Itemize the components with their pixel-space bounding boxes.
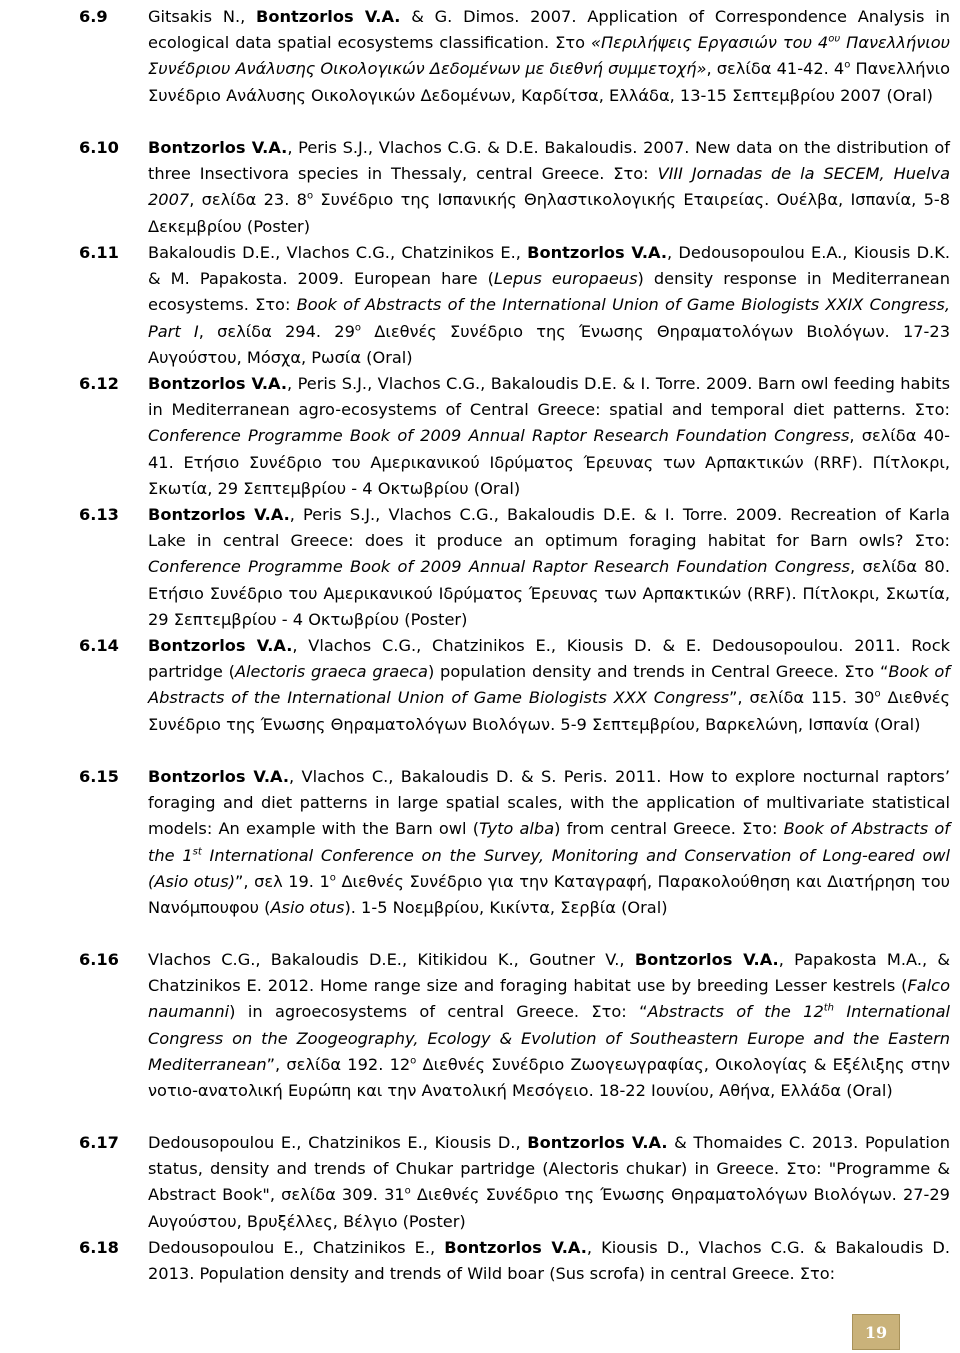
- text-run: Dedousopoulou E., Chatzinikos E.,: [148, 1238, 445, 1257]
- reference-number: 6.16: [79, 950, 119, 969]
- text-run: ”, σελίδα 192. 12: [266, 1054, 411, 1074]
- text-run: Πανελλήνιο Συνέδριο Ανάλυσης Οικολογικών Δεδομένων, Καρδίτσα, Ελλάδα, 13-15 Σεπτεμβρίου 2007 (Oral): [148, 59, 950, 105]
- author-highlight: Bontzorlos V.A.: [148, 374, 288, 393]
- text-run: , σελίδα 80. Ετήσιο Συνέδριο του Αμερικανικού Ιδρύματος Έρευνας των Αρπακτικών (RRF). Πίτλοκρι, Σκωτία, 29 Σεπτεμβρίου - 4 Οκτωβρίου (Poster): [148, 557, 950, 629]
- text-run: , Peris S.J., Vlachos C.G. & D.E. Bakaloudis. 2007. New data on the distribution of three Insectivora species in Thessaly, central Greece. Στο:: [148, 138, 950, 184]
- italic-text: «Περιλήψεις Εργασιών του 4: [590, 33, 829, 53]
- text-run: , Vlachos C.G., Chatzinikos E., Kiousis D. & E. Dedousopoulou. 2011. Rock partridge (: [148, 636, 950, 682]
- text-run: ) in agroecosystems of central Greece. Στο: “: [229, 1002, 648, 1022]
- reference-text: [148, 135, 950, 240]
- superscript: ο: [329, 872, 336, 884]
- author-highlight: Bontzorlos V.A.: [148, 138, 288, 157]
- superscript: ο: [306, 191, 314, 203]
- reference-text: [148, 502, 950, 633]
- italic-text: Conference Programme Book of 2009 Annual Raptor Research Foundation Congress: [148, 557, 850, 577]
- author-highlight: Bontzorlos V.A.: [444, 1238, 587, 1257]
- italic-text: Asio otus: [270, 898, 345, 918]
- italic-text: International Congress on the Zoogeography, Ecology & Evolution of Southeastern Europe and the Eastern Mediterranean: [148, 1002, 950, 1074]
- reference-number: 6.17: [79, 1133, 119, 1152]
- page-number: 19: [864, 1322, 888, 1342]
- text-run: , Kiousis D., Vlachos C.G. & Bakaloudis D. 2013. Population density and trends of Wild boar (Sus scrofa) in central Greece. Στο:: [148, 1238, 950, 1284]
- text-run: ”, σελίδα 115. 30: [729, 688, 875, 708]
- text-run: Bakaloudis D.E., Vlachos C.G., Chatzinikos E.,: [148, 243, 528, 262]
- reference-text: [148, 1235, 950, 1287]
- text-run: & G. Dimos. 2007. Application of Correspondence Analysis in ecological data spatial ecosystems classification. Στο: [148, 7, 950, 53]
- superscript: ο: [354, 322, 362, 334]
- superscript: ου: [828, 33, 841, 45]
- author-highlight: Bontzorlos V.A.: [256, 7, 401, 26]
- italic-text: International Conference on the Survey, Monitoring and Conservation of Long-eared owl (Asio otus): [148, 845, 950, 891]
- text-run: Διεθνές Συνέδριο της Ένωσης Θηραματολόγων Βιολόγων. 17-23 Αυγούστου, Μόσχα, Ρωσία (Oral): [148, 321, 950, 367]
- reference-number: 6.18: [79, 1238, 119, 1257]
- reference-text: [148, 4, 950, 109]
- text-run: , Papakosta M.A., & Chatzinikos E. 2012. Home range size and foraging habitat use by breeding Lesser kestrels (: [148, 950, 950, 996]
- italic-text: VIII Jornadas de la SECEM, Huelva 2007: [148, 164, 950, 210]
- italic-text: Lepus europaeus: [493, 269, 638, 289]
- text-run: Διεθνές Συνέδριο για την Καταγραφή, Παρακολούθηση και Διατήρηση του Νανόμπουφου (: [148, 871, 950, 918]
- author-highlight: Bontzorlos V.A.: [527, 243, 667, 262]
- text-run: , σελίδα 41-42. 4: [706, 59, 845, 79]
- reference-number: 6.10: [79, 138, 119, 157]
- reference-number: 6.13: [79, 505, 119, 524]
- reference-text: [148, 764, 950, 921]
- text-run: ) population density and trends in Central Greece. Στο “: [427, 662, 889, 682]
- reference-number: 6.9: [79, 7, 108, 26]
- text-run: , σελίδα 294. 29: [198, 321, 355, 341]
- italic-text: Book of Abstracts of the 1: [148, 819, 950, 865]
- superscript: ο: [874, 689, 881, 701]
- author-highlight: Bontzorlos V.A.: [148, 505, 290, 524]
- reference-text: [148, 633, 950, 738]
- author-highlight: Bontzorlos V.A.: [634, 950, 779, 969]
- superscript: ο: [404, 1186, 411, 1198]
- italic-text: Alectoris graeca graeca: [234, 662, 428, 682]
- text-run: Διεθνές Συνέδριο της Ένωσης Θηραματολόγων Βιολόγων. 27-29 Αυγούστου, Βρυξέλλες, Βέλγιο (Poster): [148, 1185, 950, 1231]
- italic-text: Book of Abstracts of the International Union of Game Biologists XXIX Congress, Part I: [148, 295, 950, 341]
- text-run: , σελίδα 23. 8: [189, 190, 307, 210]
- author-highlight: Bontzorlos V.A.: [148, 636, 293, 655]
- italic-text: Falco naumanni: [148, 976, 950, 1022]
- page-number-badge: [852, 1314, 900, 1350]
- reference-number: 6.12: [79, 374, 119, 393]
- text-run: Vlachos C.G., Bakaloudis D.E., Kitikidou K., Goutner V.,: [148, 950, 635, 969]
- reference-number: 6.15: [79, 767, 119, 786]
- text-run: ”, σελ 19. 1: [235, 871, 330, 891]
- text-run: , Dedousopoulou E.A., Kiousis D.K. & M. Papakosta. 2009. European hare (: [148, 243, 950, 289]
- reference-number: 6.14: [79, 636, 119, 655]
- italic-text: Πανελλήνιου Συνέδριου Ανάλυσης Οικολογικών Δεδομένων με διεθνή συμμετοχή»: [148, 33, 950, 79]
- italic-text: Conference Programme Book of 2009 Annual Raptor Research Foundation Congress: [148, 426, 850, 446]
- text-run: Διεθνές Συνέδριο της Ένωσης Θηραματολόγων Βιολόγων. 5-9 Σεπτεμβρίου, Βαρκελώνη, Ισπανία (Oral): [148, 688, 950, 734]
- text-run: , Vlachos C., Bakaloudis D. & S. Peris. 2011. How to explore nocturnal raptors’ foraging and diet patterns in large spatial scales, with the application of multivariate statistical models: An example with the Barn owl (: [148, 767, 950, 839]
- italic-text: Book of Abstracts of the International Union of Game Biologists XXX Congress: [148, 662, 950, 708]
- text-run: ) density response in Mediterranean ecosystems. Στο:: [148, 269, 950, 315]
- author-highlight: Bontzorlos V.A.: [148, 767, 289, 786]
- superscript: ο: [410, 1055, 417, 1067]
- italic-text: Abstracts of the 12: [647, 1002, 824, 1022]
- italic-text: Tyto alba: [479, 819, 555, 839]
- text-run: ). 1-5 Νοεμβρίου, Κικίντα, Σερβία (Oral): [344, 898, 668, 918]
- text-run: Gitsakis N.,: [148, 7, 257, 26]
- text-run: ) from central Greece. Στο:: [554, 819, 784, 839]
- text-run: , Peris S.J., Vlachos C.G., Bakaloudis D.E. & I. Torre. 2009. Barn owl feeding habits in Mediterranean agro-ecosystems of Central Greece: spatial and temporal diet patterns. Στο:: [148, 374, 950, 420]
- reference-text: [148, 371, 950, 502]
- text-run: Διεθνές Συνέδριο Ζωογεωγραφίας, Οικολογίας & Εξέλιξης στην νοτιο-ανατολική Ευρώπη και την Ανατολική Μεσόγειο. 18-22 Ιουνίου, Αθήνα, Ελλάδα (Oral): [148, 1054, 950, 1101]
- text-run: & Thomaides C. 2013. Population status, density and trends of Chukar partridge (Alectoris chukar) in Greece. Στο: "Programme & Abstract Book", σελίδα 309. 31: [148, 1133, 950, 1205]
- author-highlight: Bontzorlos V.A.: [527, 1133, 668, 1152]
- reference-text: [148, 947, 950, 1104]
- reference-number: 6.11: [79, 243, 119, 262]
- superscript: st: [192, 846, 202, 858]
- text-run: , σελίδα 40-41. Ετήσιο Συνέδριο του Αμερικανικού Ιδρύματος Έρευνας των Αρπακτικών (RRF). Πίτλοκρι, Σκωτία, 29 Σεπτεμβρίου - 4 Οκτωβρίου (Oral): [148, 426, 950, 498]
- reference-text: [148, 1130, 950, 1235]
- text-run: , Peris S.J., Vlachos C.G., Bakaloudis D.E. & I. Torre. 2009. Recreation of Karla Lake in central Greece: does it produce an optimum foraging habitat for Barn owls? Στο:: [148, 505, 950, 551]
- text-run: Συνέδριο της Ισπανικής Θηλαστικολογικής Εταιρείας. Ουέλβα, Ισπανία, 5-8 Δεκεμβρίου (Poster): [148, 190, 951, 236]
- superscript: th: [823, 1003, 835, 1015]
- reference-text: [148, 240, 950, 371]
- text-run: Dedousopoulou E., Chatzinikos E., Kiousis D.,: [148, 1133, 528, 1152]
- superscript: ο: [844, 60, 851, 72]
